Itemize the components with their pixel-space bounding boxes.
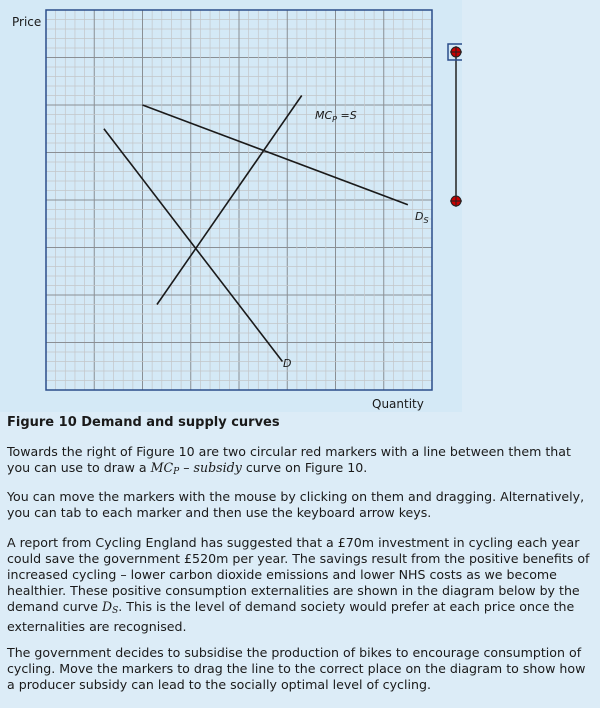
- curve-d: [104, 129, 283, 362]
- context-paragraph-externalities: [7, 535, 593, 635]
- chart-panel: [0, 0, 462, 412]
- instructions-paragraph-controls: You can move the markers with the mouse by clicking on them and dragging. Alternatively, you can tab to each marker and then use the keyboard arrow keys.: [7, 489, 585, 520]
- task-paragraph-subsidy: The government decides to subsidise the production of bikes to encourage consumption of cycling. Move the markers to drag the line to the correct place on the diagram to show how a producer subsidy can lead to the socially optimal level of cycling.: [7, 645, 586, 692]
- d-curve-label: D: [283, 357, 292, 370]
- top-marker-handle[interactable]: [448, 44, 462, 60]
- para3-text-1: A report from Cycling England has suggested that a £70m investment in cycling each year could save the government £520m per year. The savings result from the positive benefits of increased cycling – lower carbon dioxide emissions and lower NHS costs as we become healthier. These positive consumption externalities are shown in the diagram below by the demand curve: [7, 535, 590, 614]
- curve-ds: [143, 105, 408, 205]
- para1-mc-symbol: $MC_P$: [150, 460, 180, 477]
- ds-curve-label: $D_S$: [415, 210, 429, 225]
- chart-grid: [46, 10, 432, 390]
- para1-text-1: Towards the right of Figure 10 are two circular red markers with a line between them that you can use to draw a: [7, 444, 571, 475]
- figure-caption: Figure 10 Demand and supply curves: [7, 415, 280, 430]
- mcp-curve-label: $MC_P =S$: [315, 109, 357, 124]
- para3-ds-symbol: $D_S$: [102, 599, 119, 616]
- para1-text-3: curve on Figure 10.: [241, 460, 368, 475]
- instructions-paragraph-markers: [7, 444, 593, 480]
- bottom-marker-handle[interactable]: [450, 195, 462, 207]
- para1-subsidy-term: subsidy: [193, 460, 242, 475]
- para1-text-2: –: [179, 460, 194, 475]
- x-axis-title: Quantity: [372, 397, 424, 411]
- y-axis-title: Price: [12, 15, 42, 29]
- para3-text-2: . This is the level of demand society would prefer at each price once the externalities are recognised.: [7, 599, 575, 634]
- demand-supply-chart: [0, 0, 462, 412]
